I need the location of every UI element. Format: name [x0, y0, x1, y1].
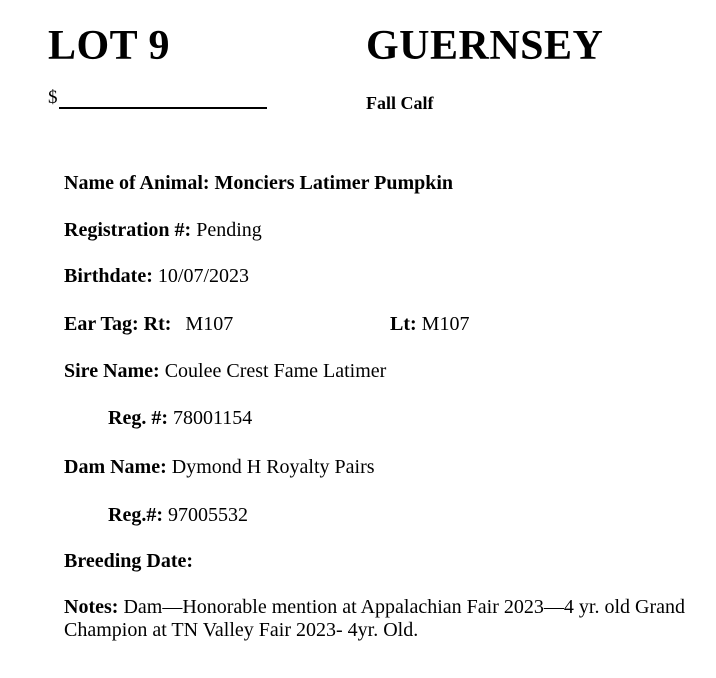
price-blank-line	[59, 89, 267, 109]
dam-reg-row	[108, 504, 248, 527]
notes-block	[64, 596, 709, 642]
ear-tag-rt-value: M107	[185, 313, 234, 335]
registration-label: Registration #:	[64, 219, 192, 241]
birthdate-value: 10/07/2023	[157, 265, 250, 287]
animal-name-row	[64, 172, 453, 195]
sire-reg-row	[108, 407, 252, 430]
dam-name-label: Dam Name:	[64, 456, 167, 478]
registration-value: Pending	[196, 219, 262, 241]
dollar-sign: $	[48, 87, 58, 108]
birthdate-row	[64, 265, 249, 288]
sire-name-label: Sire Name:	[64, 360, 160, 382]
birthdate-label: Birthdate:	[64, 265, 153, 287]
sire-reg-value: 78001154	[172, 407, 253, 429]
ear-tag-lt	[390, 313, 469, 336]
ear-tag-label: Ear Tag: Rt:	[64, 313, 172, 335]
sire-name-value: Coulee Crest Fame Latimer	[164, 360, 387, 382]
dam-reg-label: Reg.#:	[108, 504, 163, 526]
dam-reg-value: 97005532	[167, 504, 248, 526]
animal-name-label: Name of Animal:	[64, 172, 210, 194]
sire-reg-label: Reg. #:	[108, 407, 168, 429]
sire-name-row	[64, 360, 386, 383]
breed-title: GUERNSEY	[366, 23, 604, 69]
price-field	[48, 87, 267, 109]
animal-name-value: Monciers Latimer Pumpkin	[214, 172, 454, 194]
registration-row	[64, 219, 262, 242]
ear-tag-row	[64, 313, 233, 336]
dam-name-row	[64, 456, 375, 479]
ear-tag-lt-value: M107	[421, 313, 470, 335]
notes-text: Dam—Honorable mention at Appalachian Fair 2023—4 yr. old Grand Champion at TN Valley Fair 2023- 4yr. Old.	[64, 596, 685, 641]
animal-class: Fall Calf	[366, 93, 434, 113]
dam-name-value: Dymond H Royalty Pairs	[171, 456, 375, 478]
ear-tag-lt-label: Lt:	[390, 313, 417, 335]
breeding-date-row	[64, 550, 193, 573]
notes-label: Notes:	[64, 596, 119, 618]
lot-number: LOT 9	[48, 23, 170, 69]
breeding-date-label: Breeding Date:	[64, 550, 194, 572]
